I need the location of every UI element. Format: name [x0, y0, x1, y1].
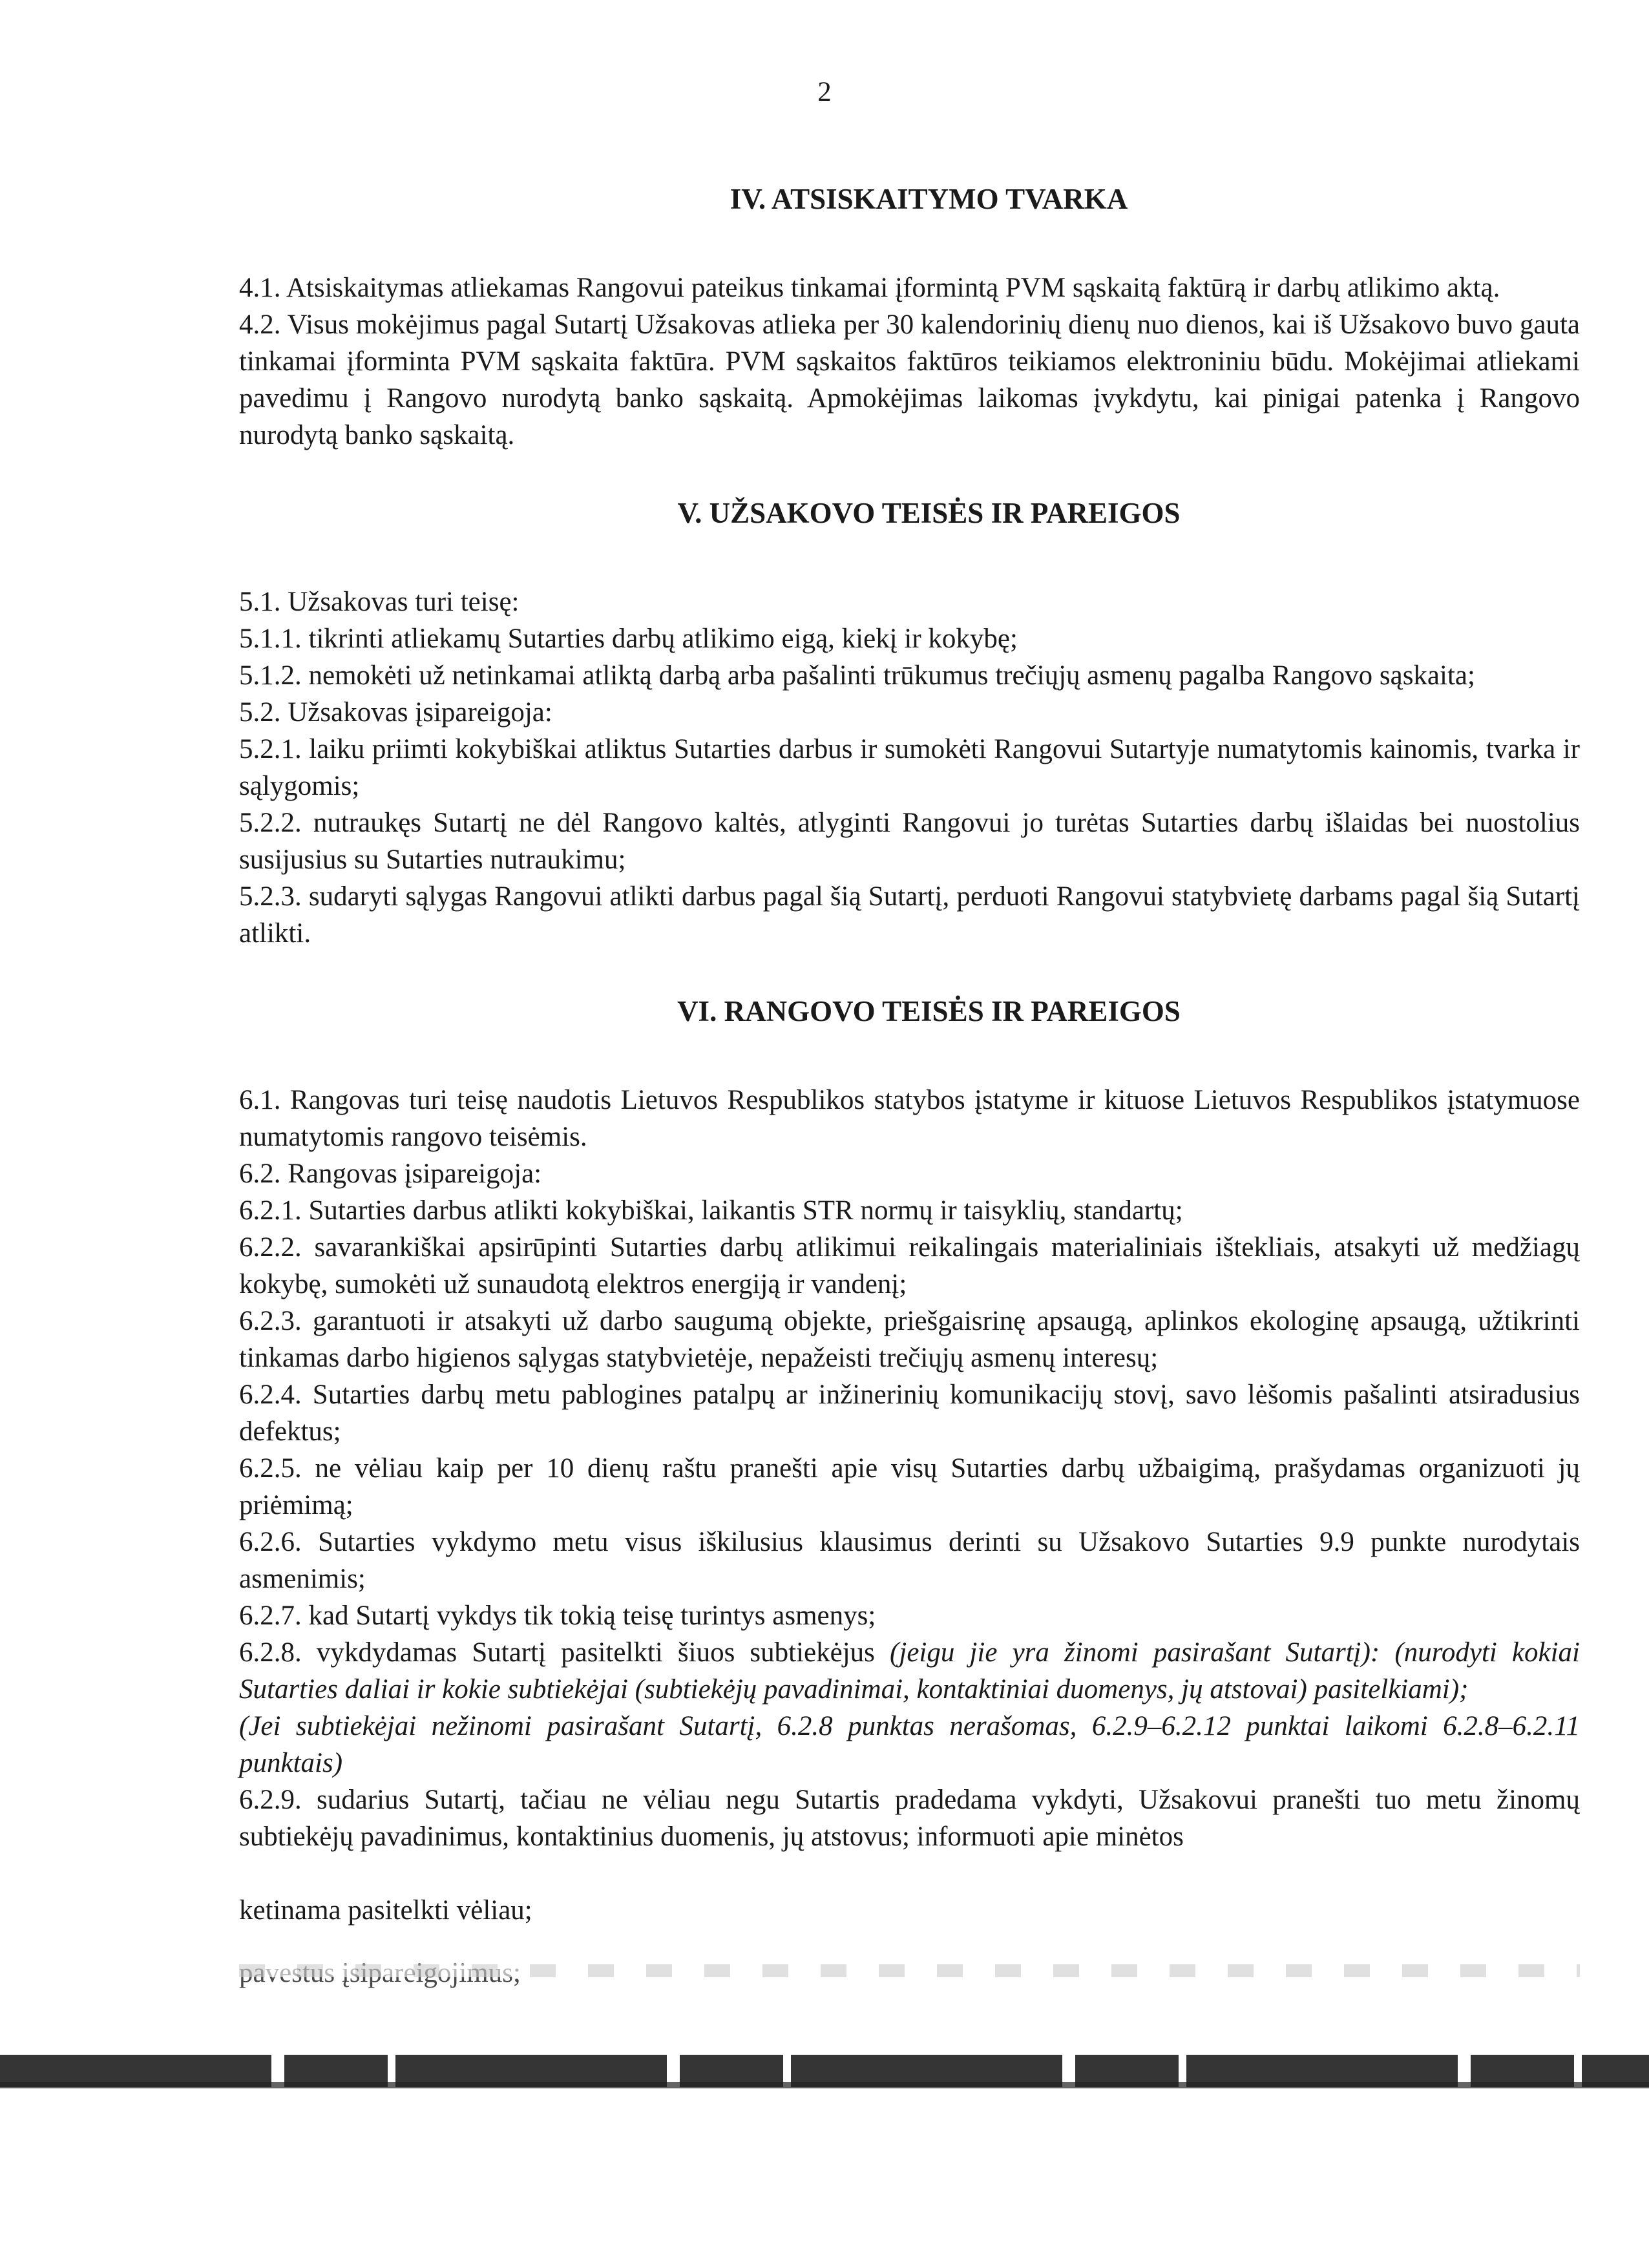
clause-6-2-8-italic-instruction: (Jei subtiekėjai nežinomi pasirašant Sutartį, 6.2.8 punktas nerašomas, 6.2.9–6.2.12 punktai laikomi 6.2.8–6.2.11 punktais) — [239, 1711, 1580, 1778]
clause-4-2: 4.2. Visus mokėjimus pagal Sutartį Užsakovas atlieka per 30 kalendorinių dienų nuo dienos, kai iš Užsakovo buvo gauta tinkamai įforminta PVM sąskaita faktūra. PVM sąskaitos faktūros teikiamos elektroniniu būdu. Mokėjimai atliekami pavedimu į Rangovo nurodytą banko sąskaitą. Apmokėjimas laikomas įvykdytu, kai pinigai patenka į Rangovo nurodytą banko sąskaitą. — [239, 310, 1580, 450]
section-heading-iv: IV. ATSISKAITYMO TVARKA — [730, 183, 1128, 215]
clause-5-2-3: 5.2.3. sudaryti sąlygas Rangovui atlikti darbus pagal šią Sutartį, perduoti Rangovui statybvietę darbams pagal šią Sutartį atlikti. — [239, 881, 1580, 949]
clause-6-1: 6.1. Rangovas turi teisę naudotis Lietuvos Respublikos statybos įstatyme ir kituose Lietuvos Respublikos įstatymuose numatytomis rangovo teisėmis. — [239, 1085, 1580, 1152]
clause-6-2-8-lead: 6.2.8. vykdydamas Sutartį pasitelkti šiuos subtiekėjus — [239, 1637, 875, 1668]
clause-6-2-6: 6.2.6. Sutarties vykdymo metu visus iškilusius klausimus derinti su Užsakovo Sutarties 9.9 punkte nurodytais asmenimis; — [239, 1527, 1580, 1594]
clause-6-2-8 — [239, 1634, 1580, 1708]
clause-5-1-1: 5.1.1. tikrinti atliekamų Sutarties darbų atlikimo eigą, kiekį ir kokybę; — [239, 624, 1018, 654]
clause-6-2-8-italic-note: (jeigu jie yra žinomi pasirašant Sutartį): (nurodyti kokiai Sutarties daliai ir kokie subtiekėjai (subtiekėjų pavadinimai, kontaktiniai duomenys, jų atstovai) pasitelkiami); — [239, 1637, 1580, 1705]
clause-6-2-9: 6.2.9. sudarius Sutartį, tačiau ne vėliau negu Sutartis pradedama vykdyti, Užsakovui pranešti tuo metu žinomų subtiekėjų pavadinimus, kontaktinius duomenis, jų atstovus; informuoti apie minėtos — [239, 1785, 1580, 1852]
clause-6-2-5: 6.2.5. ne vėliau kaip per 10 dienų raštu pranešti apie visų Sutarties darbų užbaigimą, prašydamas organizuoti jų priėmimą; — [239, 1453, 1580, 1520]
document-body — [239, 181, 1580, 1991]
clause-5-2-2: 5.2.2. nutraukęs Sutartį ne dėl Rangovo kaltės, atlyginti Rangovui jo turėtas Sutarties darbų išlaidas bei nuostolius susijusius su Sutarties nutraukimu; — [239, 808, 1580, 875]
clause-6-2: 6.2. Rangovas įsipareigoja: — [239, 1159, 542, 1189]
clause-5-1: 5.1. Užsakovas turi teisę: — [239, 587, 520, 617]
clause-6-2-9-end: ketinama pasitelkti vėliau; — [239, 1895, 532, 1926]
clause-6-2-4: 6.2.4. Sutarties darbų metu pablogines patalpų ar inžinerinių komunikacijų stovį, savo lėšomis pašalinti atsiradusius defektus; — [239, 1380, 1580, 1447]
scan-faded-line — [239, 1964, 1580, 1977]
clause-5-1-2: 5.1.2. nemokėti už netinkamai atliktą darbą arba pašalinti trūkumus trečiųjų asmenų pagalba Rangovo sąskaita; — [239, 660, 1475, 691]
clause-5-2: 5.2. Užsakovas įsipareigoja: — [239, 697, 552, 728]
page-number: 2 — [817, 77, 832, 107]
section-heading-vi: VI. RANGOVO TEISĖS IR PAREIGOS — [677, 995, 1181, 1027]
clause-6-2-3: 6.2.3. garantuoti ir atsakyti už darbo saugumą objekte, priešgaisrinę apsaugą, aplinkos ekologinę apsaugą, užtikrinti tinkamas darbo higienos sąlygas statybvietėje, nepažeisti trečiųjų asmenų interesų; — [239, 1306, 1580, 1373]
clause-6-2-1: 6.2.1. Sutarties darbus atlikti kokybiškai, laikantis STR normų ir taisyklių, standartų; — [239, 1195, 1183, 1226]
clause-6-2-7: 6.2.7. kad Sutartį vykdys tik tokią teisę turintys asmenys; — [239, 1601, 876, 1631]
clause-6-2-2: 6.2.2. savarankiškai apsirūpinti Sutarties darbų atlikimui reikalingais materialiniais ištekliais, atsakyti už medžiagų kokybę, sumokėti už sunaudotą elektros energiją ir vandenį; — [239, 1232, 1580, 1299]
clause-5-2-1: 5.2.1. laiku priimti kokybiškai atliktus Sutarties darbus ir sumokėti Rangovui Sutartyje numatytomis kainomis, tvarka ir sąlygomis; — [239, 734, 1580, 801]
scan-artifact-line — [0, 2082, 1649, 2088]
clause-4-1: 4.1. Atsiskaitymas atliekamas Rangovui pateikus tinkamai įformintą PVM sąskaitą faktūrą ir darbų atlikimo aktą. — [239, 273, 1500, 303]
section-heading-v: V. UŽSAKOVO TEISĖS IR PAREIGOS — [677, 497, 1181, 529]
